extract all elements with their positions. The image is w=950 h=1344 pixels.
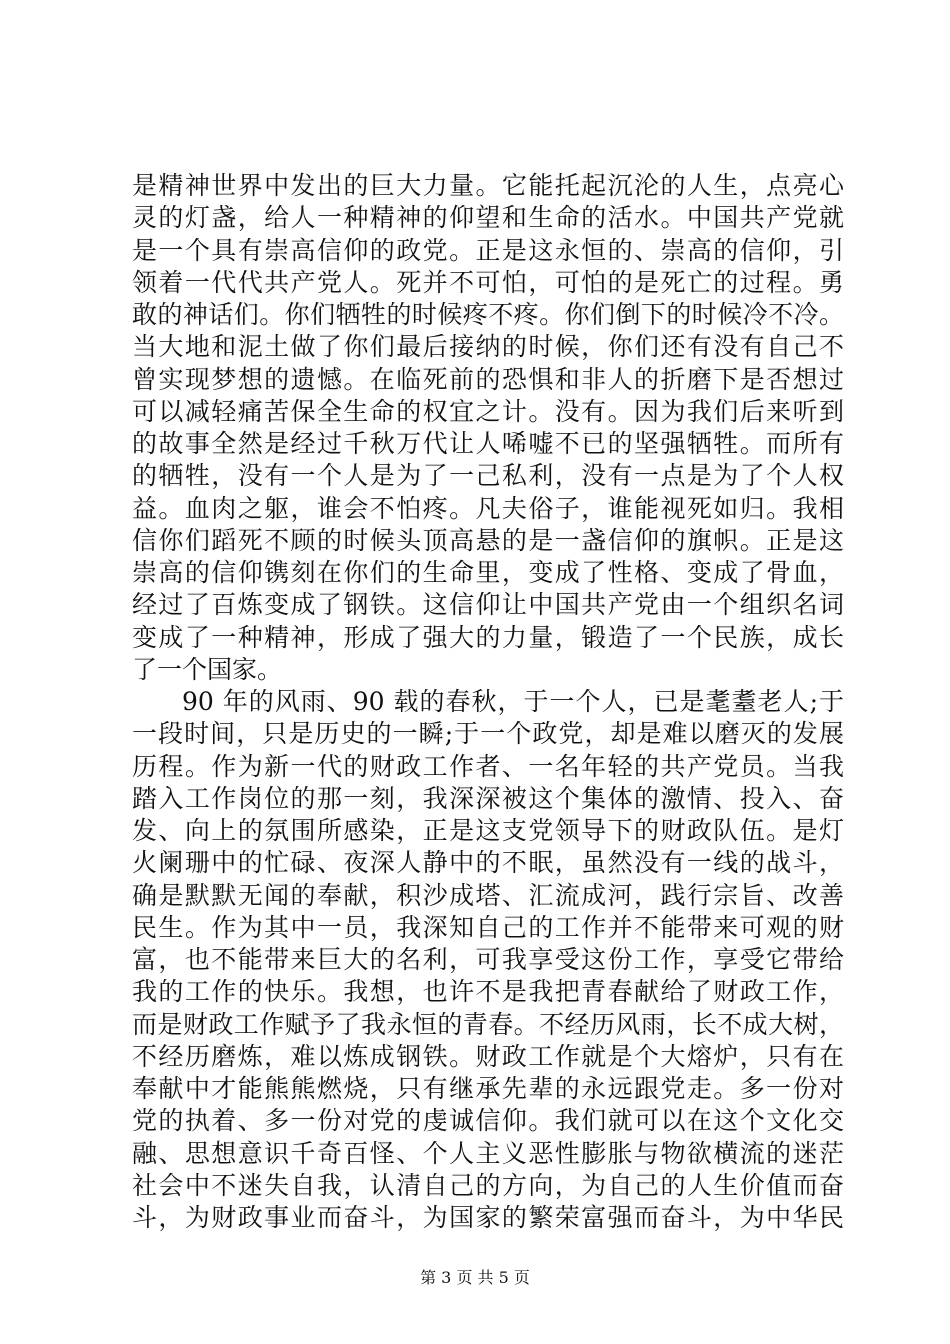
text-line: 民生。作为其中一员，我深知自己的工作并不能带来可观的财 [132, 912, 844, 942]
text-line: 90 年的风雨、90 载的春秋，于一个人，已是耄耋老人;于 [182, 687, 844, 716]
text-line: 一段时间，只是历史的一瞬;于一个政党，却是难以磨灭的发展 [132, 719, 844, 749]
text-line: 斗，为财政事业而奋斗，为国家的繁荣富强而奋斗，为中华民 [132, 1203, 844, 1232]
text-line: 领着一代代共产党人。死并不可怕，可怕的是死亡的过程。勇 [132, 267, 844, 297]
text-line: 变成了一种精神，形成了强大的力量，锻造了一个民族，成长 [132, 622, 844, 652]
text-line: 益。血肉之躯，谁会不怕疼。凡夫俗子，谁能视死如归。我相 [132, 493, 844, 523]
text-line: 富，也不能带来巨大的名利，可我享受这份工作，享受它带给 [132, 945, 844, 974]
text-line: 当大地和泥土做了你们最后接纳的时候，你们还有没有自己不 [132, 332, 844, 362]
text-line: 历程。作为新一代的财政工作者、一名年轻的共产党员。当我 [132, 751, 844, 781]
text-line: 火阑珊中的忙碌、夜深人静中的不眠，虽然没有一线的战斗， [132, 848, 844, 878]
text-line: 是一个具有崇高信仰的政党。正是这永恒的、崇高的信仰，引 [132, 235, 844, 265]
text-line: 灵的灯盏，给人一种精神的仰望和生命的活水。中国共产党就 [132, 203, 844, 233]
text-line: 的牺牲，没有一个人是为了一己私利，没有一点是为了个人权 [132, 461, 844, 491]
text-line: 发、向上的氛围所感染，正是这支党领导下的财政队伍。是灯 [132, 816, 844, 845]
page-footer [0, 1268, 950, 1288]
text-line: 融、思想意识千奇百怪、个人主义恶性膨胀与物欲横流的迷茫 [132, 1138, 844, 1168]
text-line: 可以减轻痛苦保全生命的权宜之计。没有。因为我们后来听到 [132, 396, 844, 426]
text-line: 不经历磨炼，难以炼成钢铁。财政工作就是个大熔炉，只有在 [132, 1041, 844, 1071]
text-line: 了一个国家。 [132, 654, 283, 684]
text-line: 曾实现梦想的遗憾。在临死前的恐惧和非人的折磨下是否想过 [132, 364, 844, 394]
page-number-label: 第 3 页 共 5 页 [420, 1268, 530, 1287]
text-line: 信你们蹈死不顾的时候头顶高悬的是一盏信仰的旗帜。正是这 [132, 525, 844, 555]
document-body [132, 170, 844, 1234]
paragraph-2 [132, 686, 844, 1234]
text-line: 经过了百炼变成了钢铁。这信仰让中国共产党由一个组织名词 [132, 590, 844, 620]
text-line: 奉献中才能熊熊燃烧，只有继承先辈的永远跟党走。多一份对 [132, 1074, 844, 1103]
text-line: 党的执着、多一份对党的虔诚信仰。我们就可以在这个文化交 [132, 1106, 844, 1136]
text-line: 的故事全然是经过千秋万代让人唏嘘不已的坚强牺牲。而所有 [132, 429, 844, 458]
text-line: 踏入工作岗位的那一刻，我深深被这个集体的激情、投入、奋 [132, 783, 844, 813]
text-line: 确是默默无闻的奉献，积沙成塔、汇流成河，践行宗旨、改善 [132, 880, 844, 910]
text-line: 是精神世界中发出的巨大力量。它能托起沉沦的人生，点亮心 [132, 171, 844, 200]
text-line: 社会中不迷失自我，认清自己的方向，为自己的人生价值而奋 [132, 1170, 844, 1200]
text-line: 崇高的信仰镌刻在你们的生命里，变成了性格、变成了骨血， [132, 558, 844, 587]
text-line: 敢的神话们。你们牺牲的时候疼不疼。你们倒下的时候冷不冷。 [132, 300, 844, 329]
paragraph-1 [132, 170, 844, 686]
text-line: 而是财政工作赋予了我永恒的青春。不经历风雨，长不成大树， [132, 1009, 844, 1039]
text-line: 我的工作的快乐。我想，也许不是我把青春献给了财政工作， [132, 977, 844, 1007]
